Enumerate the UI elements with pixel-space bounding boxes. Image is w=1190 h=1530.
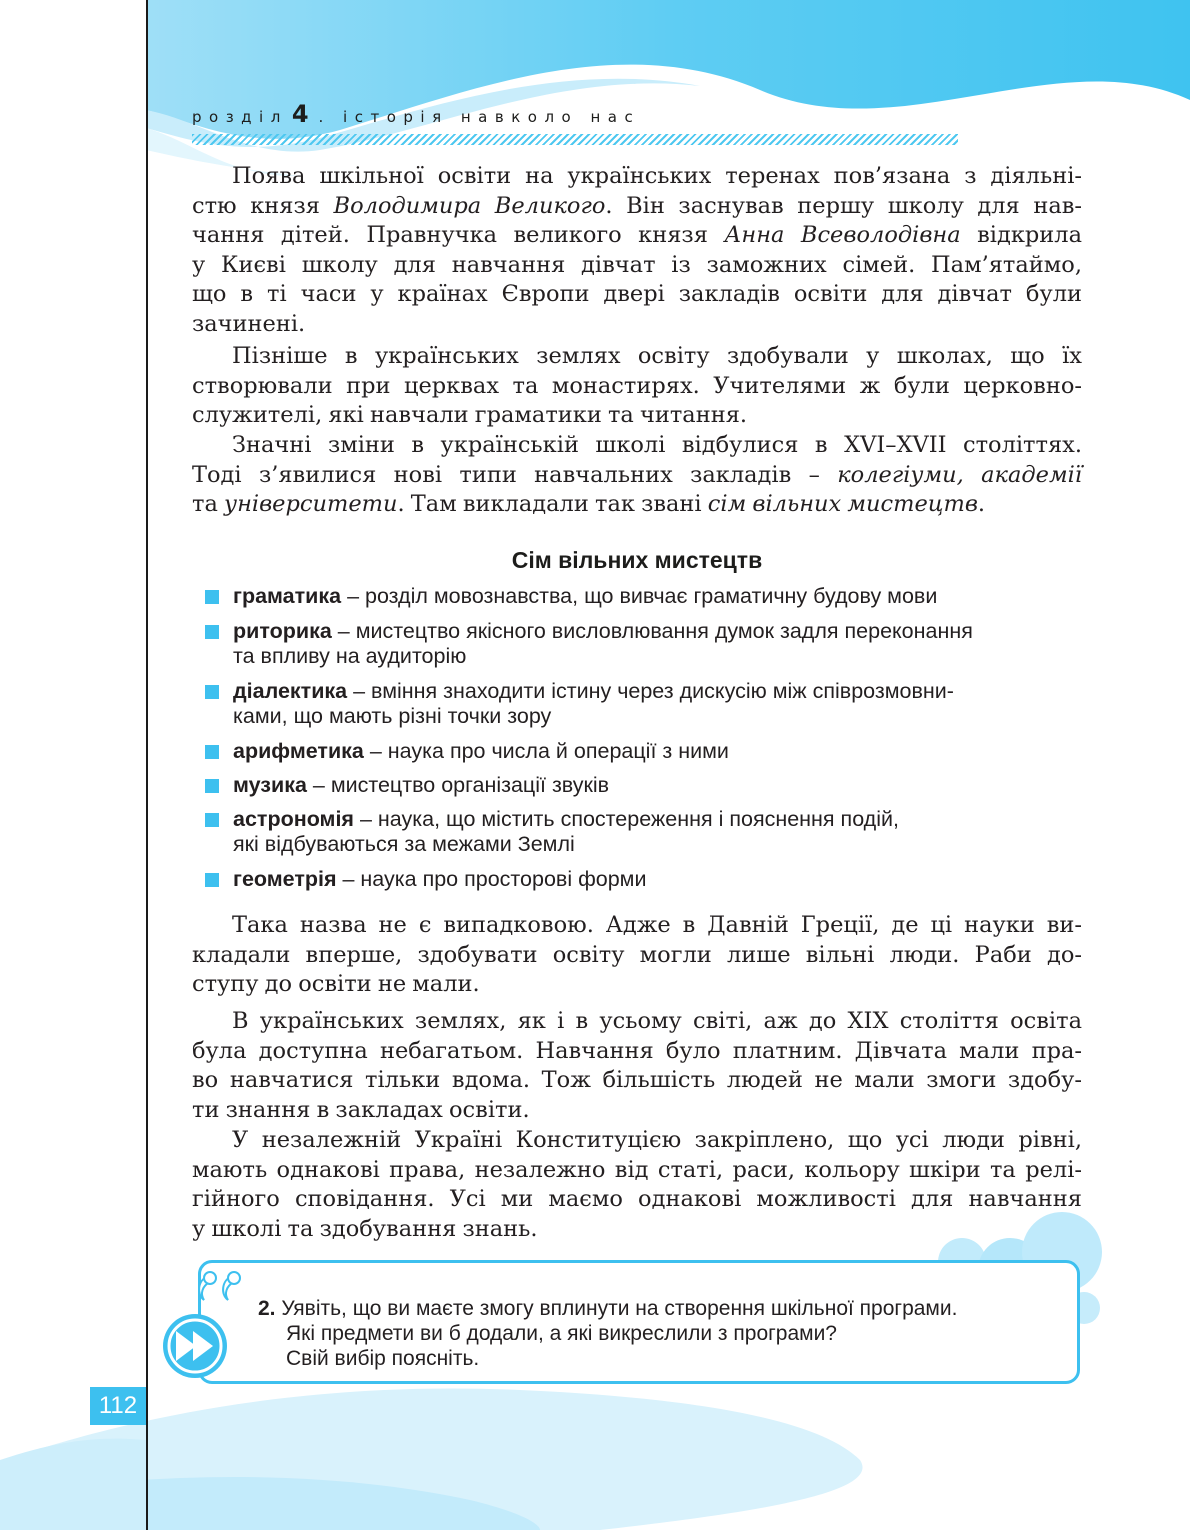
- liberal-art-definition: – наука про просторові форми: [336, 867, 647, 891]
- task-number: 2.: [258, 1297, 276, 1320]
- paragraph-6-line: У незалежній Україні Конституцією закріплено, що усі люди рівні,: [232, 1127, 1082, 1153]
- liberal-art-term: діалектика: [233, 679, 348, 703]
- paragraph-4-line: ступу до освіти не мали.: [192, 971, 480, 998]
- liberal-art-definition: – наука про числа й операції з ними: [363, 739, 729, 763]
- paragraph-2-line: Пізніше в українських землях освіту здобували у школах, що їх: [232, 343, 1082, 369]
- liberal-art-definition: – наука, що містить спостереження і пояснення подій,: [353, 807, 899, 831]
- bullet-square-icon: [205, 685, 219, 699]
- liberal-art-term: геометрія: [233, 867, 337, 891]
- liberal-art-item: [205, 679, 1085, 729]
- paragraph-1-line: чання дітей. Правнучка великого князя Анна Всеволодівна відкрила: [192, 222, 1083, 249]
- liberal-art-definition: – мистецтво організації звуків: [306, 773, 610, 797]
- page-number: 112: [90, 1387, 146, 1425]
- liberal-art-term: астрономія: [233, 807, 354, 831]
- liberal-art-item: [205, 584, 1085, 609]
- liberal-art-definition: – мистецтво якісного висловлювання думок задля переконання: [331, 619, 973, 643]
- quote-mark-icon: [194, 1270, 254, 1310]
- liberal-art-item: [205, 867, 1085, 892]
- paragraph-5-line: во навчатися тільки вдома. Тож більшість людей не мали змоги здобу-: [192, 1067, 1082, 1094]
- liberal-art-term: музика: [233, 773, 307, 797]
- paragraph-6-line: гійного сповідання. Усі ми маємо однакові можливості для навчання: [192, 1186, 1082, 1213]
- section-number: 4: [291, 100, 309, 128]
- paragraph-4-line: Така назва не є випадковою. Адже в Давній Греції, де ці науки ви-: [232, 912, 1082, 938]
- paragraph-5-line: В українських землях, як і в усьому світі, аж до XIX століття освіта: [232, 1008, 1082, 1034]
- paragraph-1-line: у Києві школу для навчання дівчат із заможних сімей. Пам’ятаймо,: [192, 251, 1082, 278]
- task-line-1: 2. Уявіть, що ви маєте змогу вплинути на створення шкільної програми.: [258, 1297, 958, 1320]
- liberal-art-item: [205, 773, 1085, 798]
- margin-cover: [0, 0, 146, 182]
- liberal-art-definition: – вміння знаходити істину через дискусію між співрозмовни-: [347, 679, 954, 703]
- paragraph-2-line: служителі, які навчали граматики та читання.: [192, 402, 748, 429]
- task-line-3: Свій вибір поясніть.: [286, 1347, 480, 1370]
- liberal-art-definition: – розділ мовознавства, що вивчає граматичну будову мови: [341, 584, 938, 608]
- paragraph-1-line: стю князя Володимира Великого. Він заснував першу школу для нав-: [192, 192, 1083, 219]
- paragraph-6-line: у школі та здобування знань.: [192, 1215, 538, 1242]
- paragraph-5-line: ти знання в закладах освіти.: [192, 1096, 530, 1123]
- task-line-2: Які предмети ви б додали, а які викреслили з програми?: [286, 1322, 837, 1345]
- running-header: [192, 100, 640, 130]
- paragraph-5-line: була доступна небагатьом. Навчання було платним. Дівчата мали пра-: [192, 1037, 1082, 1064]
- bullet-square-icon: [205, 813, 219, 827]
- paragraph-1-line: зачинені.: [192, 311, 306, 337]
- bullet-square-icon: [205, 625, 219, 639]
- section-title: . історія навколо нас: [318, 108, 641, 126]
- bullet-square-icon: [205, 873, 219, 887]
- paragraph-2-line: створювали при церквах та монастирях. Учителями ж були церковно-: [192, 372, 1082, 399]
- liberal-arts-title: Сім вільних мистецтв: [511, 547, 763, 573]
- bullet-square-icon: [205, 590, 219, 604]
- margin-rule: [146, 0, 148, 1530]
- liberal-art-item: [205, 619, 1085, 669]
- header-hatch-divider: [192, 134, 958, 145]
- liberal-art-item: [205, 739, 1085, 764]
- liberal-art-item: [205, 807, 1085, 857]
- bullet-square-icon: [205, 745, 219, 759]
- liberal-art-definition: та впливу на аудиторію: [233, 644, 467, 668]
- paragraph-3-line: Значні зміни в українській школі відбулися в XVI–XVII століттях.: [232, 432, 1082, 458]
- liberal-art-definition: які відбуваються за межами Землі: [233, 832, 575, 856]
- liberal-art-definition: ками, що мають різні точки зору: [233, 704, 552, 728]
- task-text: [258, 1296, 1068, 1371]
- bullet-square-icon: [205, 779, 219, 793]
- play-forward-icon: [162, 1313, 228, 1379]
- paragraph-3-line: Тоді з’явилися нові типи навчальних закладів – колегіуми, академії: [192, 461, 1082, 488]
- paragraph-6-line: мають однакові права, незалежно від статі, раси, кольору шкіри та релі-: [192, 1156, 1082, 1183]
- section-word: розділ: [192, 108, 288, 126]
- paragraph-4-line: кладали вперше, здобувати освіту могли лише вільні люди. Раби до-: [192, 941, 1082, 968]
- liberal-art-term: риторика: [233, 619, 332, 643]
- paragraph-3-line: та університети. Там викладали так звані сім вільних мистецтв.: [192, 491, 986, 518]
- liberal-art-term: граматика: [233, 584, 342, 608]
- paragraph-1-line: Поява шкільної освіти на українських теренах пов’язана з діяльні-: [232, 163, 1082, 189]
- paragraph-1-line: що в ті часи у країнах Європи двері закладів освіти для дівчат були: [192, 281, 1082, 308]
- liberal-art-term: арифметика: [233, 739, 364, 763]
